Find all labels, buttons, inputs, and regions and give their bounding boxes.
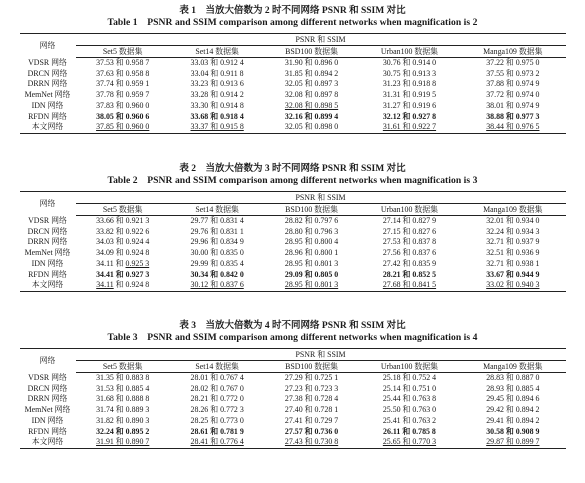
table-cell [76, 101, 170, 112]
cell-value: 33.66 和 0.921 3 [96, 216, 150, 225]
row-network-name: IDN 网络 [31, 258, 64, 268]
table-cell [264, 79, 358, 90]
cell-value: 27.38 和 0.728 4 [284, 394, 339, 404]
table-cell [460, 79, 565, 90]
table-cell [264, 270, 358, 281]
cell-value: 25.14 和 0.751 0 [382, 383, 437, 393]
cell-value: 32.71 和 0.937 9 [486, 237, 540, 247]
table-cell [359, 112, 460, 123]
cell-value: 37.83 和 0.960 0 [96, 100, 150, 110]
table-cell [359, 79, 460, 90]
cell-value: 27.41 和 0.729 7 [284, 415, 339, 425]
table-cell [170, 90, 264, 101]
table-cell [264, 237, 358, 248]
table-cell [170, 101, 264, 112]
cell-value: 27.14 和 0.827 9 [382, 216, 437, 225]
cell-value: 31.90 和 0.896 0 [284, 58, 339, 67]
cell-value: 33.37 和 0.915 8 [190, 122, 244, 132]
table-cell [359, 58, 460, 69]
cell-value: 38.44 和 0.976 5 [486, 122, 540, 132]
table-row [20, 259, 566, 270]
table-cell [460, 248, 565, 259]
table-cell [170, 79, 264, 90]
table-cell [170, 58, 264, 69]
table-cell [76, 270, 170, 281]
cell-value: 28.02 和 0.767 0 [190, 383, 244, 393]
table-row [20, 373, 566, 384]
column-header-set14: Set14 数据集 [170, 361, 264, 373]
table-row [20, 227, 566, 238]
table-cell [170, 237, 264, 248]
row-network-name: 本文网络 [31, 437, 64, 447]
table-cell [359, 237, 460, 248]
cell-value: 31.74 和 0.889 3 [96, 405, 150, 415]
cell-value: 38.01 和 0.974 9 [486, 100, 540, 110]
column-header-set5: Set5 数据集 [76, 46, 170, 58]
comparison-table [20, 33, 566, 134]
table-cell [359, 90, 460, 101]
table-cell [76, 280, 170, 291]
comparison-table [20, 191, 566, 292]
table-cell [76, 216, 170, 227]
table-row [20, 69, 566, 80]
table-cell [76, 248, 170, 259]
table-caption-cn: 表 2 当放大倍数为 3 时不同网络 PSNR 和 SSIM 对比 [179, 164, 406, 174]
cell-value: 33.23 和 0.913 6 [190, 79, 244, 89]
row-network-name: DRRN 网络 [27, 79, 68, 89]
table-cell [460, 437, 565, 448]
table-2-block [0, 163, 585, 292]
table-caption-en: Table 3 PSNR and SSIM comparison among different networks when magnification is 4 [107, 332, 478, 343]
row-network-name: VDSR 网络 [28, 57, 67, 67]
table-caption-cn: 表 1 当放大倍数为 2 时不同网络 PSNR 和 SSIM 对比 [179, 6, 406, 16]
table-cell [460, 216, 565, 227]
cell-value: 27.15 和 0.827 6 [382, 226, 437, 236]
cell-value: 33.68 和 0.918 4 [190, 111, 244, 121]
cell-value: 33.30 和 0.914 8 [190, 100, 244, 110]
table-cell [170, 248, 264, 259]
cell-value: 34.41 和 0.927 3 [96, 269, 150, 279]
table-cell [264, 280, 358, 291]
table-cell [76, 405, 170, 416]
cell-value: 32.51 和 0.936 9 [486, 248, 540, 258]
row-network-name: RFDN 网络 [28, 269, 67, 279]
table-cell [76, 79, 170, 90]
row-network-name: DRCN 网络 [27, 226, 68, 236]
table-cell [76, 259, 170, 270]
cell-value: 37.72 和 0.974 0 [486, 90, 540, 100]
table-cell [170, 259, 264, 270]
cell-value: 31.27 和 0.919 6 [382, 100, 437, 110]
cell-value: 27.29 和 0.725 1 [284, 373, 339, 382]
cell-value: 28.95 和 0.801 3 [284, 258, 339, 268]
row-network-name: MemNet 网络 [24, 90, 71, 100]
row-network-name: VDSR 网络 [28, 215, 67, 225]
table-cell [264, 384, 358, 395]
cell-value: 28.95 和 0.800 4 [284, 237, 339, 247]
table-cell [170, 270, 264, 281]
cell-value: 27.40 和 0.728 1 [284, 405, 339, 415]
table-cell [359, 270, 460, 281]
cell-value: 37.85 和 0.960 0 [96, 122, 150, 132]
table-row [20, 384, 566, 395]
cell-value: 29.76 和 0.831 1 [190, 226, 244, 236]
table-row [20, 90, 566, 101]
cell-value: 25.65 和 0.770 3 [382, 437, 437, 447]
table-row [20, 112, 566, 123]
cell-value: 33.82 和 0.922 6 [96, 226, 150, 236]
cell-value: 34.09 和 0.924 8 [96, 248, 150, 258]
table-cell [264, 101, 358, 112]
table-cell [170, 112, 264, 123]
table-cell [264, 58, 358, 69]
table-cell [460, 416, 565, 427]
row-network-name: RFDN 网络 [28, 111, 67, 121]
cell-value: 30.58 和 0.908 9 [486, 426, 540, 436]
cell-value: 32.16 和 0.899 4 [284, 111, 339, 121]
table-cell [264, 427, 358, 438]
cell-value: 29.96 和 0.834 9 [190, 237, 244, 247]
table-cell [359, 248, 460, 259]
cell-value: 29.41 和 0.894 2 [486, 415, 540, 425]
cell-value: 27.53 和 0.837 8 [382, 237, 437, 247]
cell-value: 32.01 和 0.934 0 [486, 216, 540, 225]
table-cell [460, 384, 565, 395]
table-cell [460, 122, 565, 133]
table-cell [359, 437, 460, 448]
table-cell [460, 69, 565, 80]
cell-value: 31.23 和 0.918 8 [382, 79, 437, 89]
cell-value: 29.77 和 0.831 4 [190, 216, 244, 225]
cell-value: 28.41 和 0.776 4 [190, 437, 244, 447]
cell-value: 28.01 和 0.767 4 [190, 373, 244, 382]
column-header-network: 网络 [39, 199, 56, 209]
table-cell [460, 259, 565, 270]
column-header-network: 网络 [39, 41, 56, 51]
table-cell [264, 394, 358, 405]
table-cell [264, 227, 358, 238]
cell-value: 33.04 和 0.911 8 [190, 68, 244, 78]
column-header-manga109: Manga109 数据集 [460, 204, 565, 216]
table-row [20, 280, 566, 291]
table-cell [264, 216, 358, 227]
table-cell [359, 216, 460, 227]
cell-value: 31.53 和 0.885 4 [96, 383, 150, 393]
cell-value: 28.26 和 0.772 3 [190, 405, 244, 415]
cell-value: 26.11 和 0.785 8 [383, 426, 436, 436]
column-header-set5: Set5 数据集 [76, 361, 170, 373]
table-cell [76, 112, 170, 123]
table-cell [76, 427, 170, 438]
table-cell [359, 416, 460, 427]
table-cell [460, 270, 565, 281]
cell-value: 38.88 和 0.977 3 [486, 111, 540, 121]
table-cell [170, 394, 264, 405]
cell-value: 28.80 和 0.796 3 [284, 226, 339, 236]
cell-value: 33.02 和 0.940 3 [486, 280, 540, 290]
cell-value: 37.55 和 0.973 2 [486, 68, 540, 78]
cell-value: 30.12 和 0.837 6 [190, 280, 244, 290]
table-row [20, 405, 566, 416]
table-cell [359, 373, 460, 384]
table-cell [460, 227, 565, 238]
table-row [20, 270, 566, 281]
cell-value: 32.71 和 0.938 1 [486, 258, 540, 268]
cell-value: 27.57 和 0.736 0 [284, 426, 339, 436]
table-cell [170, 227, 264, 238]
cell-value: 29.99 和 0.835 4 [190, 258, 244, 268]
cell-value: 38.05 和 0.960 6 [96, 111, 150, 121]
group-header: PSNR 和 SSIM [76, 34, 566, 46]
cell-value: 32.08 和 0.898 5 [284, 100, 339, 110]
row-network-name: VDSR 网络 [28, 372, 67, 382]
row-network-name: IDN 网络 [31, 100, 64, 110]
row-network-name: MemNet 网络 [24, 405, 71, 415]
cell-value: 34.11 和 0.925 3 [96, 258, 150, 268]
cell-value: 33.67 和 0.944 9 [486, 269, 540, 279]
cell-value: 30.00 和 0.835 0 [190, 248, 244, 258]
cell-value: 32.24 和 0.934 3 [486, 226, 540, 236]
cell-value: 28.93 和 0.885 4 [486, 383, 540, 393]
table-cell [264, 248, 358, 259]
table-cell [460, 373, 565, 384]
row-network-name: RFDN 网络 [28, 426, 67, 436]
table-cell [76, 122, 170, 133]
cell-value: 29.42 和 0.894 2 [486, 405, 540, 415]
cell-value: 37.88 和 0.974 9 [486, 79, 540, 89]
table-cell [170, 69, 264, 80]
cell-value: 30.75 和 0.913 3 [382, 68, 437, 78]
cell-value: 31.82 和 0.890 3 [96, 415, 150, 425]
table-cell [170, 437, 264, 448]
table-row [20, 237, 566, 248]
column-header-bsd100: BSD100 数据集 [264, 46, 358, 58]
cell-value: 33.03 和 0.912 4 [190, 58, 244, 67]
row-network-name: MemNet 网络 [24, 248, 71, 258]
table-row [20, 58, 566, 69]
cell-value: 29.87 和 0.899 7 [486, 437, 540, 447]
table-cell [170, 373, 264, 384]
table-cell [359, 427, 460, 438]
table-cell [170, 416, 264, 427]
cell-value: 28.25 和 0.773 0 [190, 415, 244, 425]
group-header: PSNR 和 SSIM [76, 349, 566, 361]
cell-value: 31.91 和 0.890 7 [96, 437, 150, 447]
row-network-name: 本文网络 [31, 122, 64, 132]
table-row [20, 437, 566, 448]
table-cell [264, 259, 358, 270]
row-network-name: DRCN 网络 [27, 383, 68, 393]
table-cell [76, 227, 170, 238]
table-cell [460, 280, 565, 291]
comparison-table [20, 348, 566, 449]
table-cell [76, 437, 170, 448]
cell-value: 28.21 和 0.852 5 [382, 269, 437, 279]
table-cell [76, 384, 170, 395]
table-cell [460, 394, 565, 405]
cell-value: 25.50 和 0.763 0 [382, 405, 437, 415]
cell-value: 27.68 和 0.841 5 [382, 280, 437, 290]
table-row [20, 122, 566, 133]
cell-value: 25.41 和 0.763 2 [382, 415, 437, 425]
cell-value: 30.76 和 0.914 0 [382, 58, 437, 67]
column-header-urban100: Urban100 数据集 [359, 361, 460, 373]
row-network-name: DRRN 网络 [27, 394, 68, 404]
table-cell [359, 259, 460, 270]
cell-value: 34.03 和 0.924 4 [96, 237, 150, 247]
table-cell [264, 437, 358, 448]
cell-value: 29.09 和 0.805 0 [284, 269, 339, 279]
table-cell [170, 427, 264, 438]
table-cell [76, 373, 170, 384]
cell-value: 31.85 和 0.894 2 [284, 68, 339, 78]
table-cell [359, 122, 460, 133]
table-cell [359, 405, 460, 416]
cell-value: 32.05 和 0.898 0 [284, 122, 339, 132]
table-row [20, 101, 566, 112]
table-cell [264, 405, 358, 416]
table-cell [359, 101, 460, 112]
table-cell [359, 69, 460, 80]
table-cell [460, 101, 565, 112]
cell-value: 34.11 和 0.924 8 [96, 280, 150, 290]
table-cell [170, 405, 264, 416]
cell-value: 32.12 和 0.927 8 [382, 111, 437, 121]
cell-value: 37.74 和 0.959 1 [96, 79, 150, 89]
column-header-manga109: Manga109 数据集 [460, 46, 565, 58]
group-header: PSNR 和 SSIM [76, 192, 566, 204]
column-header-network: 网络 [39, 356, 56, 366]
table-cell [460, 90, 565, 101]
table-cell [170, 384, 264, 395]
row-network-name: 本文网络 [31, 280, 64, 290]
table-cell [76, 58, 170, 69]
row-network-name: DRRN 网络 [27, 237, 68, 247]
column-header-urban100: Urban100 数据集 [359, 204, 460, 216]
cell-value: 28.21 和 0.772 0 [190, 394, 244, 404]
table-cell [359, 227, 460, 238]
cell-value: 25.44 和 0.763 8 [382, 394, 437, 404]
table-cell [76, 69, 170, 80]
cell-value: 27.56 和 0.837 6 [382, 248, 437, 258]
table-cell [170, 122, 264, 133]
column-header-bsd100: BSD100 数据集 [264, 361, 358, 373]
table-cell [460, 427, 565, 438]
cell-value: 28.95 和 0.801 3 [284, 280, 339, 290]
cell-value: 32.24 和 0.895 2 [96, 426, 150, 436]
table-cell [460, 112, 565, 123]
cell-value: 27.42 和 0.835 9 [382, 258, 437, 268]
table-cell [264, 90, 358, 101]
table-cell [76, 237, 170, 248]
table-cell [264, 112, 358, 123]
table-caption-en: Table 1 PSNR and SSIM comparison among different networks when magnification is 2 [107, 17, 478, 28]
cell-value: 32.05 和 0.897 3 [284, 79, 339, 89]
table-cell [76, 394, 170, 405]
cell-value: 25.18 和 0.752 4 [382, 373, 437, 382]
cell-value: 31.68 和 0.888 8 [96, 394, 150, 404]
cell-value: 37.22 和 0.975 0 [486, 58, 540, 67]
table-3-block [0, 320, 585, 449]
row-network-name: DRCN 网络 [27, 68, 68, 78]
cell-value: 27.23 和 0.723 3 [284, 383, 339, 393]
table-cell [264, 69, 358, 80]
table-row [20, 427, 566, 438]
table-cell [359, 394, 460, 405]
column-header-set14: Set14 数据集 [170, 46, 264, 58]
table-row [20, 394, 566, 405]
cell-value: 31.31 和 0.919 5 [382, 90, 437, 100]
table-1-block [0, 5, 585, 134]
table-caption-en: Table 2 PSNR and SSIM comparison among different networks when magnification is 3 [107, 175, 478, 186]
table-row [20, 248, 566, 259]
cell-value: 33.28 和 0.914 2 [190, 90, 244, 100]
cell-value: 31.61 和 0.922 7 [382, 122, 437, 132]
table-row [20, 416, 566, 427]
column-header-manga109: Manga109 数据集 [460, 361, 565, 373]
column-header-set14: Set14 数据集 [170, 204, 264, 216]
table-cell [76, 416, 170, 427]
table-cell [264, 416, 358, 427]
table-cell [460, 58, 565, 69]
cell-value: 37.78 和 0.959 7 [96, 90, 150, 100]
cell-value: 29.45 和 0.894 6 [486, 394, 540, 404]
cell-value: 28.83 和 0.887 0 [486, 373, 540, 382]
table-cell [264, 373, 358, 384]
column-header-set5: Set5 数据集 [76, 204, 170, 216]
table-cell [264, 122, 358, 133]
table-cell [359, 280, 460, 291]
cell-value: 30.34 和 0.842 0 [190, 269, 244, 279]
column-header-urban100: Urban100 数据集 [359, 46, 460, 58]
cell-value: 28.61 和 0.781 9 [190, 426, 244, 436]
table-cell [460, 237, 565, 248]
cell-value: 28.96 和 0.800 1 [284, 248, 339, 258]
table-cell [76, 90, 170, 101]
table-cell [170, 216, 264, 227]
cell-value: 28.82 和 0.797 6 [284, 216, 339, 225]
row-network-name: IDN 网络 [31, 415, 64, 425]
cell-value: 37.53 和 0.958 7 [96, 58, 150, 67]
cell-value: 32.08 和 0.897 8 [284, 90, 339, 100]
cell-value: 37.63 和 0.958 8 [96, 68, 150, 78]
table-cell [460, 405, 565, 416]
cell-value: 31.35 和 0.883 8 [96, 373, 150, 382]
table-row [20, 79, 566, 90]
cell-value: 27.43 和 0.730 8 [284, 437, 339, 447]
column-header-bsd100: BSD100 数据集 [264, 204, 358, 216]
table-row [20, 216, 566, 227]
table-caption-cn: 表 3 当放大倍数为 4 时不同网络 PSNR 和 SSIM 对比 [179, 321, 406, 331]
table-cell [170, 280, 264, 291]
table-cell [359, 384, 460, 395]
